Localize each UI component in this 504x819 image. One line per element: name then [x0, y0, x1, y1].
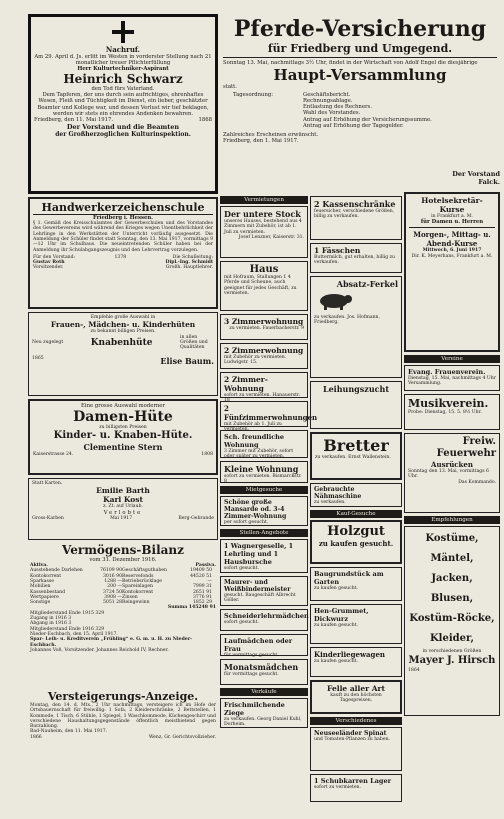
recommendations-header: Empfehlungen — [404, 516, 500, 524]
bilanz-cell: Reingewinn — [122, 600, 150, 606]
music-club-body: Probe: Dienstag, 15. 5. 8½ Uhr. — [408, 410, 482, 415]
bilanz-cell: Kontokorrent — [30, 573, 62, 579]
ad-safes-body: feuersicher, verschiedene Größen, billig zu verkaufen. — [314, 209, 395, 220]
engagement-place-right: Berg-Gebrande — [178, 515, 214, 521]
clothing-list — [408, 529, 496, 649]
ad-small-body: sofort zu vermieten. Bismarckstr. 8 — [224, 474, 302, 485]
auction-title: Versteigerungs-Anzeige. — [47, 690, 199, 703]
bilanz-cell: 3724 50 — [103, 589, 122, 595]
insurance-request: Zahlreiches Erscheinen erwünscht. — [223, 131, 319, 138]
ad-plot-title: Baugrundstück am Garten — [314, 570, 384, 586]
ad-hay-body: zu kaufen gesucht. — [314, 623, 358, 628]
ad-friendly-body: 3 Zimmer mit Zubehör, sofort oder später zu vermieten. — [224, 449, 294, 460]
auction-body: Montag, den 14. d. Mts., 2 Uhr nachmittags, versteigere ich im Hofe der Ortsbauernschaft für freiwillig: 1 Sofa, 2 Kleiderschränke, 2 Bettstellen, 1 Kommode, 1 Tisch, 6 Stühle, 1 Spiegel, 1 Waschkommode, Küchengeschirr und verschiedene Haushaltungsgegenstände öffentlich meistbietend gegen Barzahlung. — [30, 703, 216, 730]
clothing-item: Kostüme, — [425, 533, 479, 544]
ad-pram-title: Kinderliegewagen — [314, 650, 385, 659]
bilanz-cell: Wertpapiere — [30, 594, 59, 600]
bilanz-l4: Mitgliederstand Ende 1916 329 — [30, 626, 105, 632]
hats-number: 1865 — [32, 356, 44, 362]
engagement-date: Mai 1917 — [110, 515, 133, 521]
ad-5room-title: 2 Fünfzimmerwohnungen — [224, 404, 318, 422]
ad-furs-body: kauft zu den höchsten Tagespreisen. — [330, 693, 382, 704]
hats-main: Knabenhüte — [90, 337, 153, 348]
bilanz-cell: Sonstige — [30, 600, 51, 606]
obituary-date: Friedberg, den 11. Mai 1917. — [34, 116, 114, 123]
rent-wanted-header: Mietgesuche — [220, 486, 308, 494]
obituary-body: Dem Tapferen, der uns durch sein aufrichtiges, ehrenhaftes Wesen, Fleiß und Tüchtigkeit im Dienst, ein lieber, geschätzter Beamter und Kollege war, und dessen Verlust wir tief beklagen, werden wir stets ein ehrendes Andenken bewahren. — [37, 92, 209, 117]
clothing-item: Jacken, — [431, 573, 473, 584]
bilanz-cell: 3908 — — [104, 594, 122, 600]
bilanz-date-2: Nieder-Eschbach, den 15. April 1917. — [30, 631, 118, 637]
bilanz-cell: Kontokorrent — [122, 589, 154, 595]
bilanz-cell: Geschäftsguthaben — [122, 568, 167, 574]
bilanz-cell: Kassenbestand — [30, 589, 66, 595]
ad-wagner-title: 1 Wagnergeselle, 1 Lehrling und 1 Hausbursche — [224, 542, 294, 566]
bilanz-cell: 7999 31 — [193, 584, 212, 590]
bilanz-org: Spar- Leih- u. Kreditverein „Frühling“ e. G. m. u. H. zu Nieder-Eschbach. — [30, 637, 193, 648]
bilanz-cell: 44520 51 — [190, 573, 212, 579]
rentals-column — [220, 196, 318, 807]
hotel-course-title: Hotelsekretär-Kurse — [421, 196, 483, 214]
bilanz-cell: Ausstehende Darlehen — [30, 568, 83, 574]
ad-tailor-title: Schneiderlehrmädchen — [224, 612, 309, 620]
clothing-item: Blusen, — [430, 593, 474, 604]
ad-boards-body: zu verkaufen. Ernst Wallenstein. — [315, 455, 391, 460]
insurance-title: Pferde-Versicherung — [233, 16, 487, 42]
ad-house-body: mit Hofraum, Stallungen f. 4 Pferde und Scheune, auch geeignet für jedes Geschäft, zu vermieten. — [224, 275, 297, 296]
obituary-notice — [28, 14, 218, 194]
bilanz-cell: 3016 90 — [103, 573, 122, 579]
bilanz-cell: — — [207, 578, 212, 584]
womens-club-title: Evang. Frauenverein. — [408, 368, 486, 376]
ad-wood-sub: zu kaufen gesucht. — [318, 539, 394, 548]
insurance-main: Haupt-Versammlung — [273, 66, 447, 85]
hats-owner: Elise Baum. — [160, 356, 214, 367]
obituary-intro: Am 29. April d. Js. erlitt im Westen in vorderster Stellung nach 21 monatlicher treuer Pflichterfüllung — [34, 54, 212, 67]
hats-sub: zu bekannt billigen Preisen. — [90, 329, 156, 335]
ad-monthly-body: für vormittags gesucht. — [224, 672, 279, 677]
iron-cross-icon — [112, 21, 134, 43]
school-place: Friedberg i. Hessen. — [92, 215, 154, 221]
bilanz-cell: 2651 91 — [193, 589, 212, 595]
bilanz-cell: 1852 29 — [193, 600, 212, 606]
ad-mansarde-title: Schöne große Mansarde od. 3-4 Zimmer-Wohnung — [224, 499, 287, 520]
sales-column — [310, 196, 402, 807]
auction-notice — [28, 690, 218, 766]
ad-3room-body: zu vermieten. Fauerbacherstr. 9 — [229, 326, 304, 331]
school-notice — [28, 197, 218, 309]
engagement-address: z. Zt. auf Urlaub. — [103, 504, 143, 510]
bilanz-cell: 76109 90 — [100, 568, 122, 574]
womens-club-body: Dienstag, 15. Mai, nachmittags 4 Uhr Versammlung. — [408, 376, 496, 387]
obituary-sign-2: der Großherzoglichen Kulturinspektion. — [55, 130, 191, 138]
ad-pram-body: zu kaufen gesucht. — [314, 659, 358, 664]
ad-tailor-body: sofort gesucht. — [224, 620, 259, 625]
obituary-title: Nachruf. — [105, 45, 141, 54]
engagement-notice — [28, 478, 218, 540]
ad-2room-b-title: 2 Zimmer-Wohnung — [224, 375, 268, 393]
auction-number: 1866 — [30, 734, 42, 740]
sales-header: Verkäufe — [220, 688, 308, 696]
bilanz-l1: Mitgliederstand Ende 1915 329 — [30, 610, 105, 616]
ladies-hats-ad — [28, 399, 218, 475]
obituary-number: 1868 — [198, 116, 212, 123]
bilanz-aktiva: Aktiva. — [30, 563, 48, 569]
clothing-item: Kleider, — [429, 633, 475, 644]
ad-hay-title: Hen-Grummet, Dickwurz — [314, 607, 369, 623]
insurance-notice-text: Sonntag 13. Mai, nachmittags 3½ Uhr, findet in der Wirtschaft von Adolf Engel die diesjährige — [223, 60, 478, 66]
ad-spinach-body: und Tomaten-Pflanzen zu haben. — [314, 737, 390, 742]
insurance-notice — [220, 14, 500, 192]
ad-house-title: Haus — [249, 264, 279, 275]
clothing-owner: Mayer J. Hirsch — [408, 655, 496, 667]
school-title: Handwerkerzeichenschule — [33, 201, 213, 215]
bilanz-cell: 1288 — — [104, 578, 122, 584]
day-course-date: Mittwoch, 6. Juni 1917 — [422, 248, 482, 254]
ad-breeding-title: Leihungszucht — [322, 384, 390, 394]
music-club-title: Musikverein. — [408, 397, 489, 410]
obituary-name: Heinrich Schwarz — [63, 72, 183, 87]
ad-piglets-title: Absatz-Ferkel — [336, 279, 398, 289]
jobs-header: Stellen-Angebote — [220, 529, 308, 537]
agenda-item: Geschäftsbericht. — [303, 92, 351, 99]
ad-lower-floor-sign: Josef Lenzner, Kaiserstr. 31. — [238, 234, 304, 240]
bilanz-cell: Reservefonds — [122, 573, 154, 579]
bilanz-cell: Sparkasse — [30, 578, 54, 584]
ad-piglets-body: zu verkaufen. Jos. Hofmann, Friedberg. — [314, 315, 380, 326]
bilanz-l3: Abgang in 1916 3 — [30, 621, 72, 627]
ad-errand-body: für vormittags gesucht. — [224, 653, 279, 658]
ad-barrel-body: Buttermilch, gut erhalten, billig zu verkaufen. — [314, 255, 396, 266]
ad-furs-title: Felle aller Art — [327, 684, 385, 693]
fire-brigade-sub: Ausrücken — [431, 460, 473, 469]
engagement-name-2: Karl Kost — [103, 495, 143, 505]
engagement-line: Verlobte — [103, 509, 143, 516]
bilanz-l2: Zugang in 1916 3 — [30, 616, 72, 622]
agenda-item: Entlastung des Rechners. — [303, 104, 372, 111]
obituary-death: den Tod fürs Vaterland. — [91, 86, 155, 93]
pig-icon — [314, 289, 354, 311]
ad-sewing-body: zu verkaufen. — [314, 500, 346, 505]
agenda-item: Antrag auf Erhöhung der Tagegelder. — [303, 122, 404, 129]
bilanz-total: Summa 145248 91 — [167, 605, 216, 611]
ad-goat-body: zu verkaufen. Georg Daniel Kuhl, Dorheim. — [224, 717, 302, 728]
bilanz-passiva: Passiva. — [195, 563, 216, 569]
ad-small-title: Kleine Wohnung — [224, 464, 299, 474]
wanted-header: Kauf-Gesuche — [310, 510, 402, 518]
agenda-list — [303, 92, 432, 129]
ad-friendly-title: Sch. freundliche Wohnung — [224, 433, 285, 449]
ad-storage-title: 1 Schubkarren Lager — [314, 777, 392, 785]
misc-header: Verschiedenes — [310, 717, 402, 725]
ad-monthly-title: Monatsmädchen — [224, 662, 299, 672]
ad-5room-body: mit Zubehör ab 1. Juli zu vermieten. — [224, 422, 282, 433]
day-course-sign: Dir. K. Meyerhans, Frankfurt a. M. — [411, 253, 493, 259]
hats-pre: Empfehle große Auswahl in — [90, 315, 156, 320]
bilanz-date: vom 31. Dezember 1916. — [89, 557, 157, 563]
school-body: § 1. Gemäß des Kreisschulamtes der Gewerbeschulen und des Vorstandes des Gewerbevereins wird während des Krieges wegen Unentbehrlichkeit der Lehrlinge in den Werkstätten der Unterricht vorläufig ausgesetzt. Die Anmeldung der Schüler findet statt Sonntag, den 13. Mai 1917, vormittags 9—12 Uhr im Schulhaus. Die neueintretenden Schüler haben bei der Anmeldung ihr Schulabgangszeugnis und den Lehrvertrag vorzulegen. — [33, 221, 214, 253]
clubs-header: Vereine — [404, 355, 500, 363]
ad-2room-title: 2 Zimmerwohnung — [224, 346, 304, 355]
ad-wagner-body: sofort gesucht. — [224, 566, 259, 571]
fire-brigade-title: Freiw. Feuerwehr — [436, 436, 496, 459]
insurance-date: Friedberg, den 1. Mai 1917. — [223, 137, 299, 144]
clothing-item: Kostüm-Röcke, — [409, 613, 495, 624]
ad-lower-floor-title: Der untere Stock — [224, 209, 301, 219]
damen-mid: zu billigsten Preisen — [99, 425, 147, 431]
insurance-subtitle: für Friedberg und Umgegend. — [267, 42, 453, 55]
agenda-item: Rechnungsablage. — [303, 98, 353, 105]
damen-address: Kaiserstrasse 24. — [33, 452, 74, 458]
bilanz-sign: Johannes Voß, Vorsitzender. Johannes Reichold IV, Rechner. — [30, 647, 169, 653]
insurance-statt: statt. — [223, 84, 237, 91]
bilanz-cell: Mobilien — [30, 584, 51, 590]
bilanz-cell: 5051 28 — [103, 600, 122, 606]
bilanz-cell: Betriebsrücklage — [122, 578, 163, 584]
damen-title-2: Kinder- u. Knaben-Hüte. — [53, 430, 193, 442]
ad-errand-title: Laufmädchen oder Frau — [224, 637, 293, 653]
hotel-course-city: in Frankfurt a. M. — [431, 214, 473, 219]
ad-wood-title: Holzgut — [327, 524, 385, 539]
ad-plot-body: zu kaufen gesucht. — [314, 586, 358, 591]
ad-lower-floor-body: unseres Hauses, bestehend aus 4 Zimmern mit Zubehör, ist ab 1. Juli zu vermieten. — [224, 219, 302, 235]
ad-storage-body: sofort zu vermieten. — [314, 785, 361, 790]
ad-maurer-title: Maurer- und Weißbindermeister — [224, 579, 291, 593]
obituary-rank: Herr Kulturtechniker-Aspirant — [77, 66, 169, 73]
left-column — [28, 14, 218, 807]
ad-safes-title: 2 Kassenschränke — [314, 199, 396, 209]
bilanz-title: Vermögens-Bilanz — [62, 543, 184, 557]
damen-number: 1808 — [201, 452, 213, 458]
hotel-course-for: für Damen u. Herren — [420, 219, 484, 226]
agenda-item: Antrag auf Erhöhung der Versicherungssumme. — [303, 116, 432, 123]
school-right-sign: Die Schulleitung: Dipl.-Ing. Schmidt Großh. Hauptlehrer. — [165, 254, 213, 271]
ad-barrel-title: 1 Fässchen — [314, 246, 361, 255]
damen-owner: Clementine Stern — [83, 442, 163, 453]
insurance-sign: Der Vorstand — [452, 170, 500, 178]
clothing-note: in verschiedenen Größen — [422, 649, 482, 654]
hats-title: Frauen-, Mädchen- u. Kinderhüten — [50, 320, 196, 330]
clubs-column — [404, 170, 500, 807]
obituary-sign-1: Der Vorstand und die Beamten — [66, 122, 180, 131]
ad-maurer-body: gesucht. Baugeschäft Albrecht Göller. — [224, 593, 296, 604]
ad-goat-title: Frischmilchende Ziege — [224, 701, 285, 717]
ad-2room-b-body: sofort zu vermieten. Hanauerstr. 18 — [224, 393, 301, 404]
damen-pre: Eine grosse Auswahl moderner — [81, 403, 165, 409]
hats-right: in allen Größen und Qualitäten — [180, 334, 208, 351]
balance-sheet — [28, 543, 218, 687]
ad-spinach-title: Neuseeländer Spinat — [314, 730, 387, 737]
damen-title: Damen-Hüte — [73, 409, 173, 426]
auction-sign: Wenz, Gr. Gerichtsvollzieher. — [148, 734, 216, 740]
fire-brigade-body: Sonntag den 13. Mai, vormittags 6 Uhr. — [408, 469, 489, 480]
ad-3room-title: 3 Zimmerwohnung — [224, 317, 304, 326]
rentals-header: Vermietungen — [220, 196, 308, 204]
insurance-sign-2: Falck. — [478, 178, 500, 186]
bilanz-cell: 3776 91 — [193, 594, 212, 600]
hats-left: Neu zugelegt — [32, 339, 64, 345]
ad-mansarde-body: per sofort gesucht. — [224, 520, 269, 525]
ad-boards-title: Bretter — [323, 436, 389, 455]
agenda-label: Tagesordnung: — [233, 92, 274, 99]
bilanz-cell: Zinsen — [122, 594, 138, 600]
school-left-sign: Für den Vorstand: Gustav Roth Vorsitzender. — [33, 254, 76, 271]
day-course-title: Morgen-, Mittag- u. Abend-Kurse — [413, 230, 491, 249]
clothing-item: Mäntel, — [430, 553, 474, 564]
children-hats-ad — [28, 312, 218, 396]
bilanz-table — [30, 568, 216, 605]
ad-sewing-title: Gebrauchte Nähmaschine — [314, 486, 362, 500]
engagement-place-left: Gross-Karben — [32, 515, 64, 521]
clothing-number: 1864 — [408, 668, 420, 674]
ad-2room-body: mit Zubehör zu vermieten. Ludwigstr. 15. — [224, 355, 287, 366]
auction-place: Bad-Nauheim, den 11. Mai 1917. — [30, 729, 108, 735]
bilanz-cell: 200 — — [107, 584, 122, 590]
engagement-label: Statt Karten. — [32, 481, 63, 486]
fire-brigade-sign: Das Kommando. — [458, 479, 496, 485]
bilanz-cell: 19409 50 — [190, 568, 212, 574]
agenda-item: Wahl des Vorstandes. — [303, 110, 361, 117]
engagement-name-1: Emilie Barth — [96, 486, 150, 496]
bilanz-cell: Spareinlagen — [122, 584, 153, 590]
school-number: 1378 — [114, 254, 127, 260]
